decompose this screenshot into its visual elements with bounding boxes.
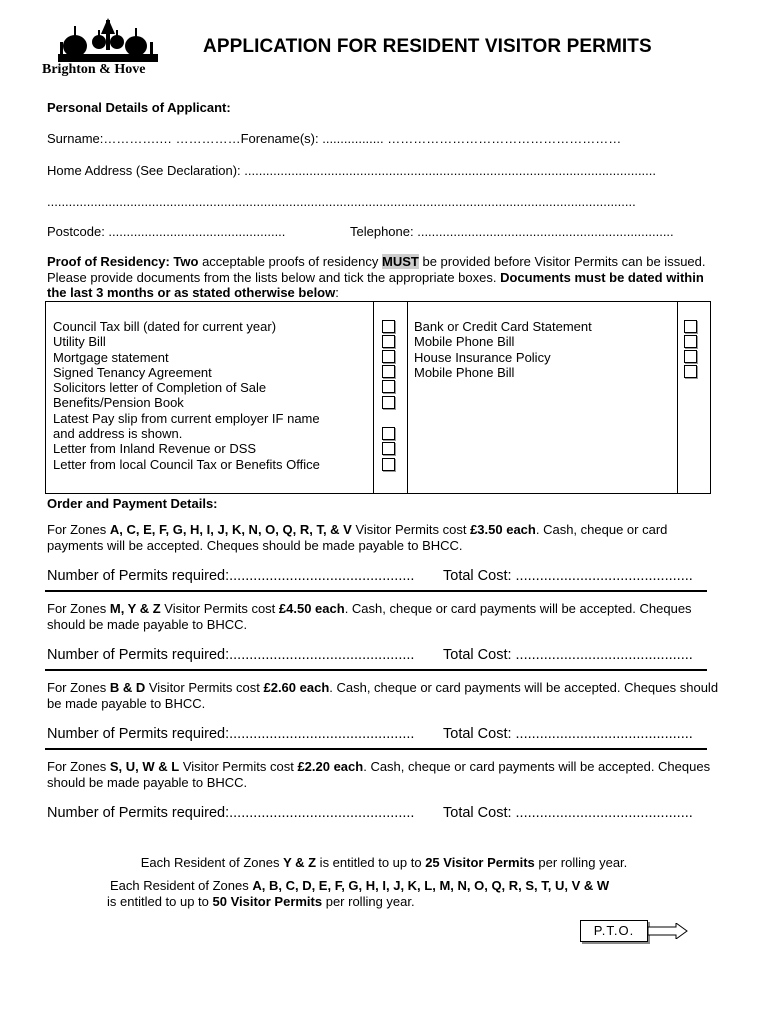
residency-text-2: be provided before Visitor Permits can be issued. Please provide documents from the lists below and tick the appropriate boxes. [47, 254, 706, 285]
checkbox-payslip[interactable] [382, 427, 395, 440]
list-item: Solicitors letter of Completion of Sale [53, 380, 267, 396]
entitlement-zones: A, B, C, D, E, F, G, H, I, J, K, L, M, N, O, Q, R, S, T, U, V & W [252, 878, 610, 893]
checkbox-council-tax[interactable] [382, 320, 395, 333]
zone-price-text [47, 680, 723, 711]
list-item: Council Tax bill (dated for current year) [53, 319, 277, 334]
residency-text-1: acceptable proofs of residency [198, 254, 383, 269]
zone-text: For Zones [47, 759, 110, 774]
divider [45, 748, 707, 750]
residency-two: Two [173, 254, 199, 269]
list-item: House Insurance Policy [414, 349, 551, 365]
zone-text: . Cash, cheque or card payments will be accepted. Cheques should be made payable to BHCC. [47, 601, 692, 632]
logo-text: Brighton & Hove [42, 62, 146, 77]
entitlement-text: Each Resident of Zones [140, 855, 284, 870]
checkbox-benefits[interactable] [382, 396, 395, 409]
list-item: Benefits/Pension Book [53, 395, 184, 411]
list-item: Signed Tenancy Agreement [53, 364, 212, 380]
list-item: Letter from Inland Revenue or DSS [53, 441, 257, 457]
zone-price: £3.50 each [470, 522, 536, 537]
entitlement-text: is entitled to up to [316, 855, 426, 870]
entitlement-yz [0, 855, 769, 870]
zone-price: £2.20 each [297, 759, 364, 774]
zone-price: £4.50 each [278, 601, 345, 616]
pto-box: P.T.O. [580, 920, 648, 942]
residency-must: MUST [382, 254, 419, 269]
residency-date-rule: Documents must be dated within the last 3 months or as stated otherwise below [47, 269, 704, 300]
documents-table [45, 301, 711, 494]
zone-price-text [47, 601, 723, 632]
permits-required-field[interactable]: Number of Permits required:.............................................. [47, 805, 415, 821]
postcode-field[interactable]: Postcode: ................................................. [47, 224, 286, 239]
zone-text: Visitor Permits cost [179, 759, 298, 774]
total-cost-field[interactable]: Total Cost: ............................................ [443, 805, 693, 821]
total-cost-field[interactable]: Total Cost: ............................................ [443, 568, 693, 584]
zone-text: For Zones [47, 522, 110, 537]
checkbox-mobile-bill[interactable] [684, 335, 697, 348]
entitlement-count: 50 Visitor Permits [212, 893, 323, 909]
zone-text: For Zones [47, 601, 110, 616]
zone-list: M, Y & Z [109, 601, 161, 616]
checkbox-tenancy[interactable] [382, 365, 395, 378]
left-doc-list [53, 319, 320, 472]
residency-instructions [47, 254, 723, 301]
entitlement-text: Each Resident of Zones [110, 878, 253, 893]
divider [45, 669, 707, 671]
entitlement-zones: Y & Z [283, 855, 317, 870]
total-cost-field[interactable]: Total Cost: ............................................ [443, 647, 693, 663]
zone-text: Visitor Permits cost [160, 601, 279, 616]
list-item: Mortgage statement [53, 349, 169, 365]
total-cost-field[interactable]: Total Cost: ............................................ [443, 726, 693, 742]
list-item: Letter from local Council Tax or Benefits Office [53, 456, 320, 472]
personal-details-heading: Personal Details of Applicant: [47, 100, 231, 115]
checkbox-mobile-bill-2[interactable] [684, 365, 697, 378]
zone-text: Visitor Permits cost [145, 680, 264, 695]
list-item: Mobile Phone Bill [414, 334, 515, 350]
permits-required-field[interactable]: Number of Permits required:.............................................. [47, 647, 415, 663]
council-logo [38, 12, 168, 80]
right-doc-list [414, 319, 592, 380]
zone-text: For Zones [47, 680, 110, 695]
entitlement-all [107, 878, 609, 909]
residency-label: Proof of Residency: [47, 254, 174, 269]
list-item: Mobile Phone Bill [414, 364, 515, 380]
zone-price: £2.60 each [263, 680, 330, 695]
page-title: APPLICATION FOR RESIDENT VISITOR PERMITS [203, 36, 652, 57]
checkbox-inland-revenue[interactable] [382, 442, 395, 455]
divider [45, 590, 707, 592]
pavilion-icon [38, 12, 168, 62]
surname-forename-field[interactable]: Surname:………….… ……………Forename(s): ................. ……………………………………………… [47, 131, 622, 146]
zone-price-text [47, 759, 723, 790]
list-item: Latest Pay slip from current employer IF name [53, 410, 320, 426]
zone-text: . Cash, cheque or card payments will be accepted. Cheques should be made payable to BHCC. [47, 680, 719, 711]
home-address-field-line2[interactable]: ................................................................................................................................................................... [47, 194, 636, 209]
permits-required-field[interactable]: Number of Permits required:.............................................. [47, 726, 415, 742]
checkbox-house-insurance[interactable] [684, 350, 697, 363]
checkbox-utility-bill[interactable] [382, 335, 395, 348]
entitlement-text: per rolling year. [534, 855, 628, 870]
order-heading: Order and Payment Details: [47, 496, 218, 511]
zone-price-text [47, 522, 723, 553]
list-item: Utility Bill [53, 334, 106, 350]
zone-text: Visitor Permits cost [351, 522, 471, 537]
permits-required-field[interactable]: Number of Permits required:.............................................. [47, 568, 415, 584]
checkbox-council-benefits[interactable] [382, 458, 395, 471]
entitlement-count: 25 Visitor Permits [425, 855, 535, 870]
residency-colon: : [335, 285, 339, 300]
entitlement-text: per rolling year. [322, 893, 415, 909]
zone-list: B & D [109, 680, 146, 695]
zone-text: . Cash, cheque or card payments will be accepted. Cheques should be made payable to BHCC. [47, 522, 668, 553]
list-item: and address is shown. [53, 426, 183, 442]
zone-list: A, C, E, F, G, H, I, J, K, N, O, Q, R, T, & V [109, 522, 352, 537]
arrow-right-icon [648, 923, 688, 939]
checkbox-solicitors[interactable] [382, 380, 395, 393]
telephone-field[interactable]: Telephone: ....................................................................... [350, 224, 674, 239]
entitlement-text: is entitled to up to [107, 893, 213, 909]
zone-text: . Cash, cheque or card payments will be accepted. Cheques should be made payable to BHCC. [47, 759, 711, 790]
home-address-field[interactable]: Home Address (See Declaration): .................................................................................................................. [47, 163, 657, 178]
checkbox-mortgage[interactable] [382, 350, 395, 363]
zone-list: S, U, W & L [109, 759, 180, 774]
checkbox-bank-statement[interactable] [684, 320, 697, 333]
list-item: Bank or Credit Card Statement [414, 319, 592, 334]
